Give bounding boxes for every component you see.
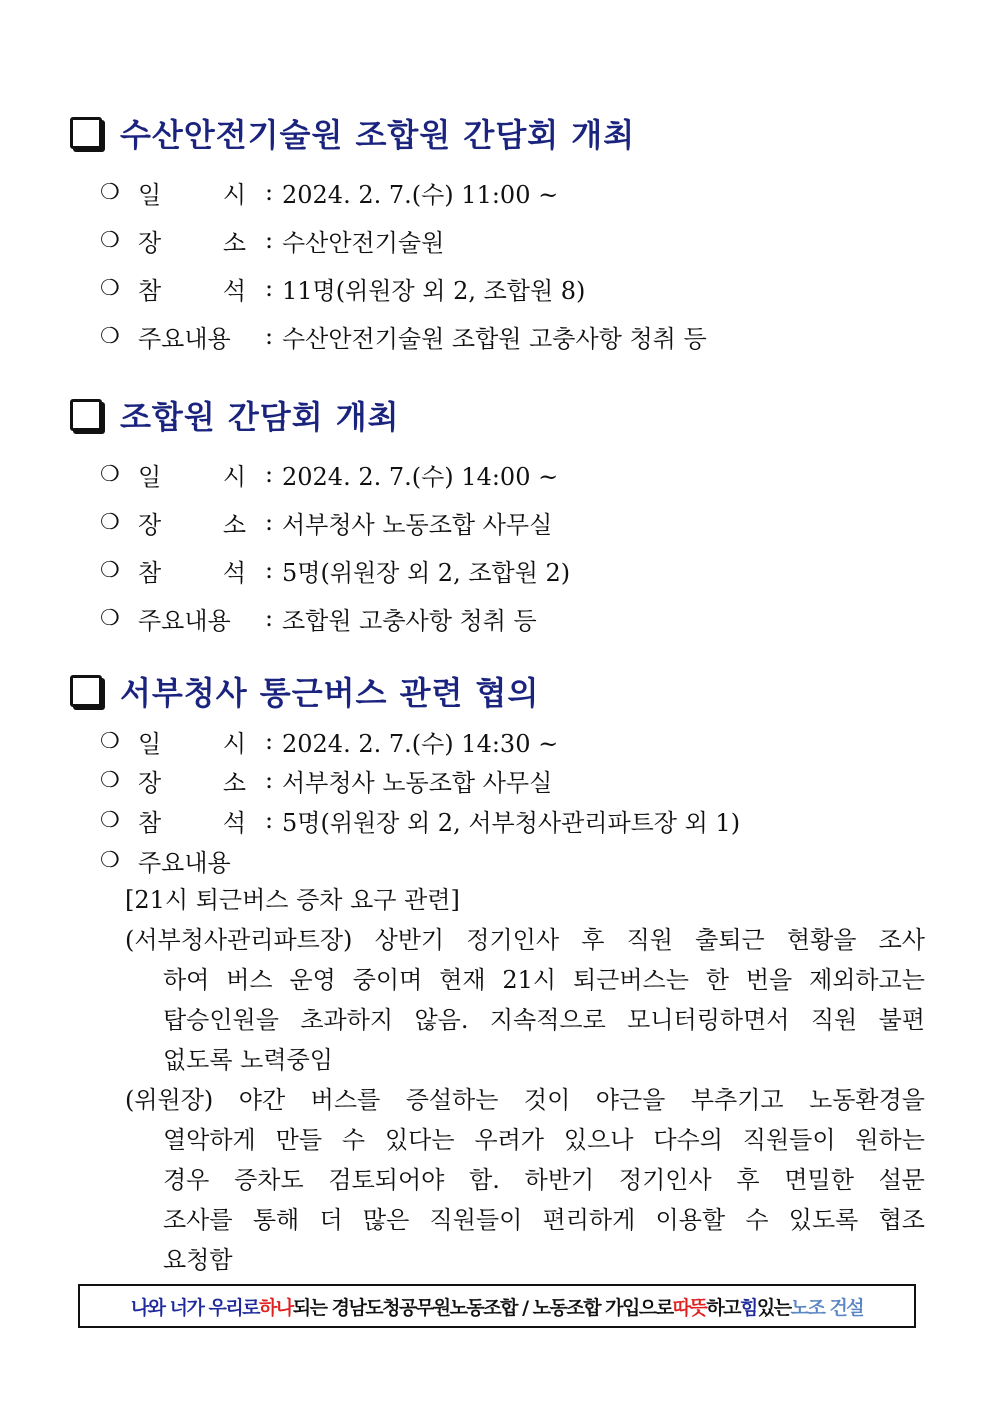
label-text: 참 석 (138, 808, 246, 837)
item-content (100, 598, 537, 638)
colon: : (264, 322, 274, 350)
statement-line: (위원장) 야간 버스를 증설하는 것이 야근을 부추기고 노동환경을 (125, 1086, 925, 1114)
statement-chairman (125, 1080, 925, 1280)
item-value: 11명(위원장 외 2, 조합원 8) (282, 276, 586, 305)
slogan-segment: 되는 경남도청공무원노동조합 / 노동조합 가입으로 (292, 1296, 673, 1319)
section-title: 수산안전기술원 조합원 간담회 개최 (120, 116, 636, 154)
colon: : (264, 806, 274, 834)
slogan-segment: 따뜻 (672, 1296, 707, 1319)
label-text: 주요내용 (138, 606, 231, 635)
item-attendees (100, 550, 570, 590)
circle-bullet-icon: ❍ (100, 605, 120, 631)
item-content (100, 316, 707, 356)
label-text: 일 시 (138, 462, 246, 491)
item-label (138, 843, 256, 878)
statement-line: 없도록 노력중임 (163, 1046, 333, 1074)
footer-slogan (78, 1284, 916, 1328)
circle-bullet-icon: ❍ (100, 461, 120, 487)
section-heading (70, 108, 635, 158)
label-text: 장 소 (138, 228, 246, 257)
label-text: 주요내용 (138, 848, 231, 877)
statement-line: 요청함 (163, 1246, 233, 1274)
item-place (100, 220, 444, 260)
label-text: 주요내용 (138, 324, 231, 353)
item-place (100, 502, 552, 542)
statement-line: 열악하게 만들 수 있다는 우려가 있으나 다수의 직원들이 원하는 (163, 1126, 925, 1154)
item-label (138, 175, 256, 210)
item-value: 5명(위원장 외 2, 서부청사관리파트장 외 1) (282, 808, 741, 837)
checkbox-icon (70, 399, 102, 431)
item-value: 수산안전기술원 (282, 228, 445, 257)
colon: : (264, 556, 274, 584)
item-label (138, 505, 256, 540)
circle-bullet-icon: ❍ (100, 275, 120, 301)
item-label (138, 319, 256, 354)
item-place (100, 760, 552, 800)
section-title: 조합원 간담회 개최 (120, 398, 400, 436)
section-title: 서부청사 통근버스 관련 협의 (120, 674, 540, 712)
item-date (100, 721, 558, 761)
circle-bullet-icon: ❍ (100, 847, 120, 873)
checkbox-icon (70, 675, 102, 707)
slogan-segment: 나와 너가 우리로 (130, 1296, 260, 1319)
colon: : (264, 226, 274, 254)
statement-manager (125, 920, 925, 1080)
colon: : (264, 274, 274, 302)
circle-bullet-icon: ❍ (100, 179, 120, 205)
circle-bullet-icon: ❍ (100, 807, 120, 833)
label-text: 참 석 (138, 276, 246, 305)
statement-line: 탑승인원을 초과하지 않음. 지속적으로 모니터링하면서 직원 불편 (163, 1006, 925, 1034)
colon: : (264, 508, 274, 536)
circle-bullet-icon: ❍ (100, 509, 120, 535)
section-heading (70, 666, 539, 716)
circle-bullet-icon: ❍ (100, 728, 120, 754)
item-label (138, 271, 256, 306)
item-label (138, 223, 256, 258)
statement-line: (서부청사관리파트장) 상반기 정기인사 후 직원 출퇴근 현황을 조사 (125, 926, 925, 954)
label-text: 참 석 (138, 558, 246, 587)
section-heading (70, 390, 400, 440)
label-text: 장 소 (138, 510, 246, 539)
label-text: 일 시 (138, 729, 246, 758)
item-value: 수산안전기술원 조합원 고충사항 청취 등 (282, 324, 707, 353)
item-label (138, 457, 256, 492)
subheading: [21시 퇴근버스 증차 요구 관련] (125, 886, 460, 914)
item-value: 조합원 고충사항 청취 등 (282, 606, 537, 635)
statement-line: 경우 증차도 검토되어야 함. 하반기 정기인사 후 면밀한 설문 (163, 1166, 925, 1194)
checkbox-icon (70, 117, 102, 149)
label-text: 일 시 (138, 180, 246, 209)
slogan-segment: 힘 (740, 1296, 757, 1319)
item-value: 서부청사 노동조합 사무실 (282, 510, 553, 539)
item-value: 5명(위원장 외 2, 조합원 2) (282, 558, 571, 587)
slogan-segment: 노조 건설 (790, 1296, 864, 1319)
subheading-block (125, 880, 925, 920)
colon: : (264, 766, 274, 794)
item-label (138, 763, 256, 798)
item-value: 2024. 2. 7.(수) 11:00 ~ (282, 180, 559, 209)
slogan-segment: 하고 (706, 1296, 741, 1319)
slogan-segment: 하나 (259, 1296, 293, 1319)
item-date (100, 454, 558, 494)
item-value: 2024. 2. 7.(수) 14:00 ~ (282, 462, 559, 491)
colon: : (264, 604, 274, 632)
circle-bullet-icon: ❍ (100, 323, 120, 349)
colon: : (264, 727, 274, 755)
item-label (138, 803, 256, 838)
item-label (138, 553, 256, 588)
item-date (100, 172, 558, 212)
circle-bullet-icon: ❍ (100, 767, 120, 793)
item-attendees (100, 268, 585, 308)
statement-line: 조사를 통해 더 많은 직원들이 편리하게 이용할 수 있도록 협조 (163, 1206, 925, 1234)
colon: : (264, 460, 274, 488)
item-attendees (100, 800, 740, 840)
colon: : (264, 178, 274, 206)
statement-line: 하여 버스 운영 중이며 현재 21시 퇴근버스는 한 번을 제외하고는 (163, 966, 925, 994)
circle-bullet-icon: ❍ (100, 557, 120, 583)
item-label (138, 724, 256, 759)
circle-bullet-icon: ❍ (100, 227, 120, 253)
item-label (138, 601, 256, 636)
slogan-segment: 있는 (756, 1296, 791, 1319)
item-value: 서부청사 노동조합 사무실 (282, 768, 553, 797)
label-text: 장 소 (138, 768, 246, 797)
item-value: 2024. 2. 7.(수) 14:30 ~ (282, 729, 559, 758)
item-content (100, 840, 256, 880)
